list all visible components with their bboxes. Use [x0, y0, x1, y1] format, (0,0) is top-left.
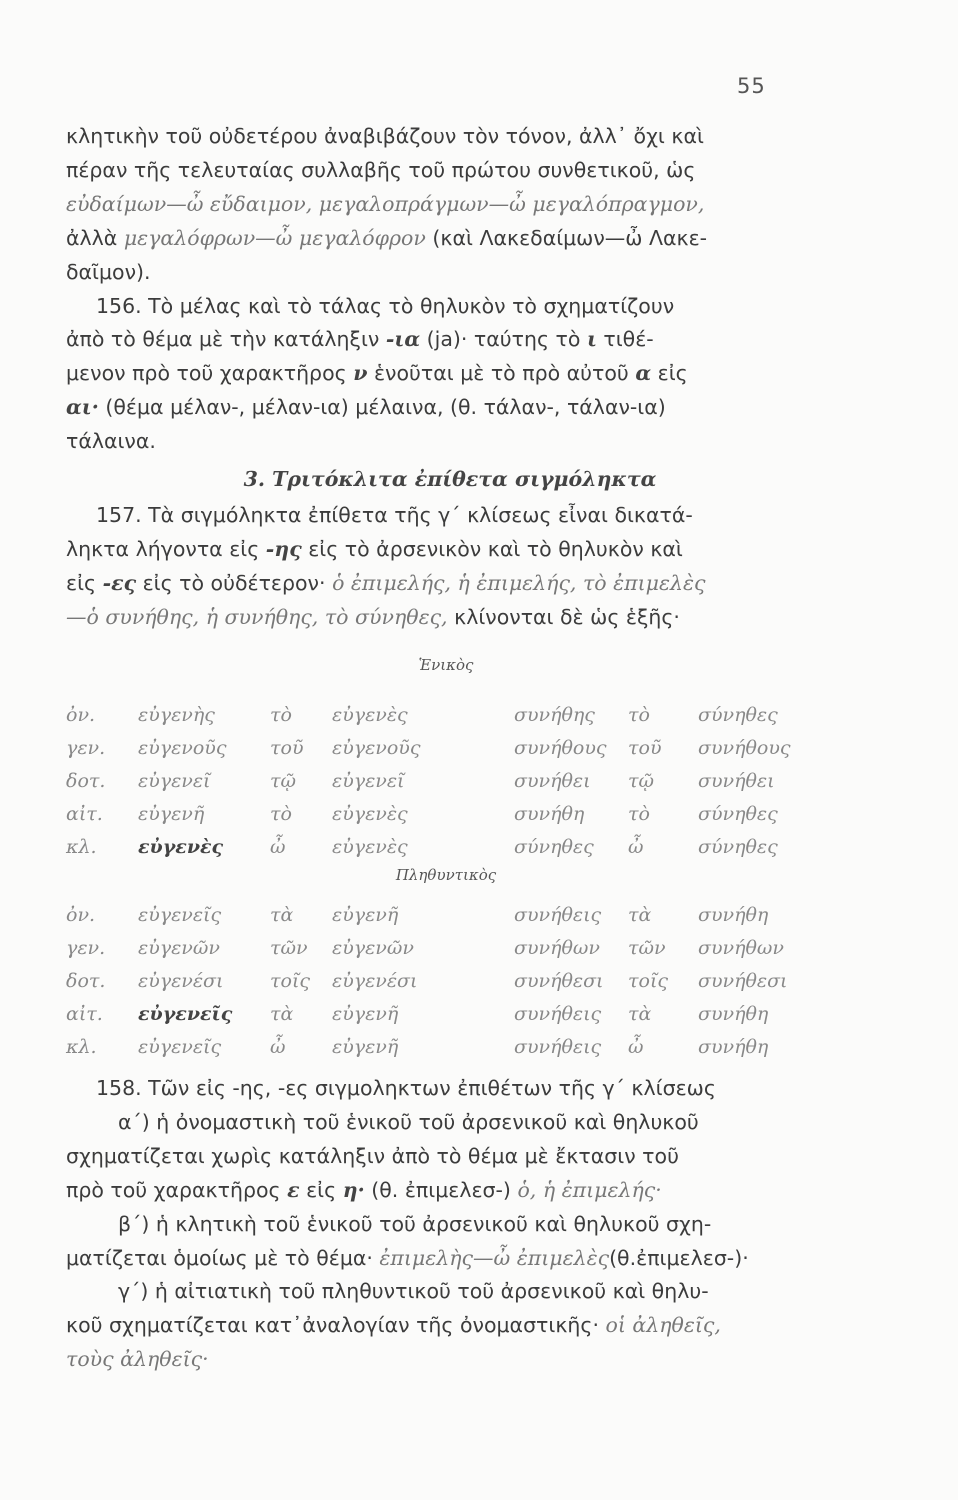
declension-row	[66, 1030, 826, 1063]
italic-suffix: -ια	[385, 327, 421, 352]
text-block-bottom	[66, 1072, 834, 1377]
text-span: κλίνονται δὲ ὡς ἑξῆς·	[454, 604, 680, 629]
declension-form: εὐγενεῖ	[332, 769, 405, 792]
declension-form: τοῦ	[628, 736, 662, 759]
case-label: αἰτ.	[66, 1002, 103, 1025]
italic-example: μεγαλόφρων—ὦ μεγαλόφρον	[123, 225, 426, 250]
text-line	[66, 1242, 834, 1276]
italic-example: εὐδαίμων—ὦ εὔδαιμον, μεγαλοπράγμων—ὦ μεγαλόπραγμον,	[66, 191, 705, 216]
case-label: κλ.	[66, 1035, 97, 1058]
declension-row	[66, 797, 826, 830]
declension-form: εὐγενοῦς	[138, 736, 227, 759]
declension-form: σύνηθες	[514, 835, 594, 858]
page-number: 55	[737, 74, 766, 98]
declension-form: εὐγενέσι	[138, 969, 224, 992]
declension-form: ὦ	[628, 1035, 644, 1058]
declension-row	[66, 964, 826, 997]
declension-form: εὐγενέσι	[332, 969, 418, 992]
declension-form: σύνηθες	[698, 703, 778, 726]
text-line	[66, 1343, 834, 1377]
declension-form: τὸ	[270, 703, 292, 726]
case-label: δοτ.	[66, 969, 106, 992]
declension-form: συνήθης	[514, 703, 595, 726]
case-label: αἰτ.	[66, 802, 103, 825]
declension-form: τῶν	[270, 936, 308, 959]
section-heading: 3. Τριτόκλιτα ἐπίθετα σιγμόληκτα	[243, 467, 657, 492]
declension-form: ὦ	[628, 835, 644, 858]
declension-form: συνήθεις	[514, 1002, 602, 1025]
text-line	[66, 323, 834, 357]
declension-form: τοῦ	[270, 736, 304, 759]
declension-form: εὐγενὴς	[138, 703, 215, 726]
declension-form: συνήθων	[514, 936, 600, 959]
text-line	[66, 1309, 834, 1343]
declension-form: συνήθους	[698, 736, 791, 759]
text-span: ἑνοῦται μὲ τὸ πρὸ αὐτοῦ	[373, 361, 629, 386]
text-line: πέραν τῆς τελευταίας συλλαβῆς τοῦ πρώτου συνθετικοῦ, ὡς	[66, 157, 696, 182]
declension-form: συνήθει	[698, 769, 775, 792]
italic-letter: ε	[287, 1177, 300, 1202]
italic-letter: ι	[586, 327, 597, 352]
text-line: 157. Τὰ σιγμόληκτα ἐπίθετα τῆς γ΄ κλίσεως εἶναι δικατά-	[96, 502, 693, 527]
declension-form: τῶν	[628, 936, 666, 959]
text-line	[66, 222, 834, 256]
text-line	[66, 533, 834, 567]
text-line: β΄) ἡ κλητικὴ τοῦ ἑνικοῦ τοῦ ἀρσενικοῦ καὶ θηλυκοῦ σχη-	[118, 1211, 712, 1236]
declension-form: εὐγενῆ	[332, 903, 399, 926]
text-span: (καὶ Λακεδαίμων—ὦ Λακε-	[432, 225, 708, 250]
declension-form: τὰ	[628, 1002, 652, 1025]
text-line	[66, 601, 834, 635]
text-line	[66, 391, 834, 425]
declension-form: εὐγενῆ	[332, 1035, 399, 1058]
declension-form: εὐγενῶν	[332, 936, 414, 959]
declension-form: εὐγενῆ	[138, 802, 205, 825]
plural-declension-table	[66, 898, 826, 1063]
declension-form: εὐγενὲς	[332, 703, 408, 726]
text-span: πρὸ τοῦ χαρακτῆρος	[66, 1177, 281, 1202]
declension-row	[66, 830, 826, 863]
singular-label: Ἑνικὸς	[418, 656, 474, 674]
case-label: δοτ.	[66, 769, 106, 792]
italic-example: —ὁ συνήθης, ἡ συνήθης, τὸ σύνηθες,	[66, 604, 448, 629]
declension-form: σύνηθες	[698, 835, 778, 858]
italic-letter: αι·	[66, 395, 99, 420]
text-line: γ΄) ἡ αἰτιατικὴ τοῦ πληθυντικοῦ τοῦ ἀρσενικοῦ καὶ θηλυ-	[118, 1279, 709, 1304]
text-span: εἰς τὸ οὐδέτερον·	[142, 570, 326, 595]
declension-form: συνήθους	[514, 736, 607, 759]
italic-letter: α	[635, 361, 652, 386]
declension-row	[66, 731, 826, 764]
declension-form: συνήθεσι	[698, 969, 788, 992]
text-line: 158. Τῶν εἰς -ης, -ες σιγμοληκτων ἐπιθέτων τῆς γ΄ κλίσεως	[96, 1076, 716, 1100]
declension-form: εὐγενεῖς	[138, 903, 222, 926]
text-span: ληκτα λήγοντα εἰς	[66, 536, 260, 561]
text-span: (θέμα μέλαν-, μέλαν-ια) μέλαινα, (θ. τάλαν-, τάλαν-ια)	[105, 395, 666, 420]
italic-example: οἱ ἀληθεῖς,	[605, 1313, 721, 1338]
text-span: μενον πρὸ τοῦ χαρακτῆρος	[66, 361, 347, 386]
italic-suffix: -ες	[102, 570, 137, 595]
declension-row	[66, 698, 826, 731]
declension-form: ὦ	[270, 835, 286, 858]
declension-form: συνήθη	[698, 1002, 769, 1025]
text-line	[66, 567, 834, 601]
text-span: ἀπὸ τὸ θέμα μὲ τὴν κατάληξιν	[66, 327, 380, 352]
text-line	[66, 188, 834, 222]
declension-row	[66, 931, 826, 964]
declension-form: εὐγενεῖ	[138, 769, 211, 792]
singular-declension-table	[66, 698, 826, 863]
declension-form: τὰ	[270, 903, 294, 926]
declension-form: τὰ	[628, 903, 652, 926]
case-label: ὀν.	[66, 703, 96, 726]
text-block-top	[66, 120, 834, 635]
declension-form: συνήθη	[514, 802, 585, 825]
declension-form: συνήθεις	[514, 1035, 602, 1058]
declension-form: τῷ	[270, 769, 297, 792]
declension-form: εὐγενῆ	[332, 1002, 399, 1025]
text-line: τάλαινα.	[66, 429, 156, 454]
declension-form: εὐγενεῖς	[138, 1002, 233, 1025]
text-line: σχηματίζεται χωρὶς κατάληξιν ἀπὸ τὸ θέμα μὲ ἔκτασιν τοῦ	[66, 1143, 679, 1168]
text-line	[66, 1174, 834, 1208]
text-span: (θ.ἐπιμελεσ-)·	[609, 1245, 749, 1270]
declension-form: ὦ	[270, 1035, 286, 1058]
declension-row	[66, 764, 826, 797]
italic-example: ἐπιμελὴς—ὦ ἐπιμελὲς	[379, 1245, 610, 1270]
declension-form: εὐγενῶν	[138, 936, 220, 959]
declension-form: εὐγενὲς	[332, 802, 408, 825]
italic-letter: η·	[342, 1177, 365, 1202]
case-label: γεν.	[66, 736, 106, 759]
declension-form: συνήθεσι	[514, 969, 604, 992]
declension-row	[66, 997, 826, 1030]
declension-form: τοῖς	[628, 969, 669, 992]
italic-letter: ν	[353, 361, 368, 386]
text-span: εἰς	[66, 570, 97, 595]
declension-form: συνήθη	[698, 1035, 769, 1058]
case-label: κλ.	[66, 835, 97, 858]
declension-form: εὐγενοῦς	[332, 736, 421, 759]
declension-form: τὸ	[628, 802, 650, 825]
text-span: (θ. ἐπιμελεσ-)	[371, 1177, 511, 1202]
text-line: α΄) ἡ ὀνομαστικὴ τοῦ ἑνικοῦ τοῦ ἀρσενικοῦ καὶ θηλυκοῦ	[118, 1109, 699, 1134]
declension-form: εὐγενὲς	[138, 835, 224, 858]
declension-form: συνήθη	[698, 903, 769, 926]
text-span: κοῦ σχηματίζεται κατ᾽ἀναλογίαν τῆς ὀνομαστικῆς·	[66, 1313, 599, 1338]
declension-form: σύνηθες	[698, 802, 778, 825]
declension-form: συνήθεις	[514, 903, 602, 926]
declension-form: τὰ	[270, 1002, 294, 1025]
text-line	[66, 357, 834, 391]
text-span: τιθέ-	[603, 327, 654, 352]
text-span: εἰς	[657, 361, 688, 386]
case-label: ὀν.	[66, 903, 96, 926]
declension-form: συνήθει	[514, 769, 591, 792]
italic-suffix: -ης	[265, 536, 302, 561]
declension-form: εὐγενὲς	[332, 835, 408, 858]
text-line: 156. Τὸ μέλας καὶ τὸ τάλας τὸ θηλυκὸν τὸ σχηματίζουν	[96, 293, 675, 318]
declension-form: συνήθων	[698, 936, 784, 959]
text-span: ματίζεται ὁμοίως μὲ τὸ θέμα·	[66, 1245, 373, 1270]
plural-label: Πληθυντικὸς	[395, 866, 497, 884]
italic-example: τοὺς ἀληθεῖς·	[66, 1347, 209, 1372]
text-line: δαῖμον).	[66, 259, 151, 284]
declension-form: τὸ	[270, 802, 292, 825]
declension-form: εὐγενεῖς	[138, 1035, 222, 1058]
declension-row	[66, 898, 826, 931]
case-label: γεν.	[66, 936, 106, 959]
declension-form: τὸ	[628, 703, 650, 726]
italic-example: ὁ, ἡ ἐπιμελής·	[517, 1177, 662, 1202]
italic-example: ὁ ἐπιμελής, ἡ ἐπιμελής, τὸ ἐπιμελὲς	[332, 570, 706, 595]
text-span: εἰς τὸ ἀρσενικὸν καὶ τὸ θηλυκὸν καὶ	[308, 536, 683, 561]
text-line: κλητικὴν τοῦ οὐδετέρου ἀναβιβάζουν τὸν τόνον, ἀλλ᾽ ὄχι καὶ	[66, 124, 704, 148]
text-span: ἀλλὰ	[66, 225, 118, 250]
declension-form: τῷ	[628, 769, 655, 792]
declension-form: τοῖς	[270, 969, 311, 992]
text-span: εἰς	[306, 1177, 337, 1202]
text-span: (ja)· ταύτης τὸ	[426, 327, 581, 352]
